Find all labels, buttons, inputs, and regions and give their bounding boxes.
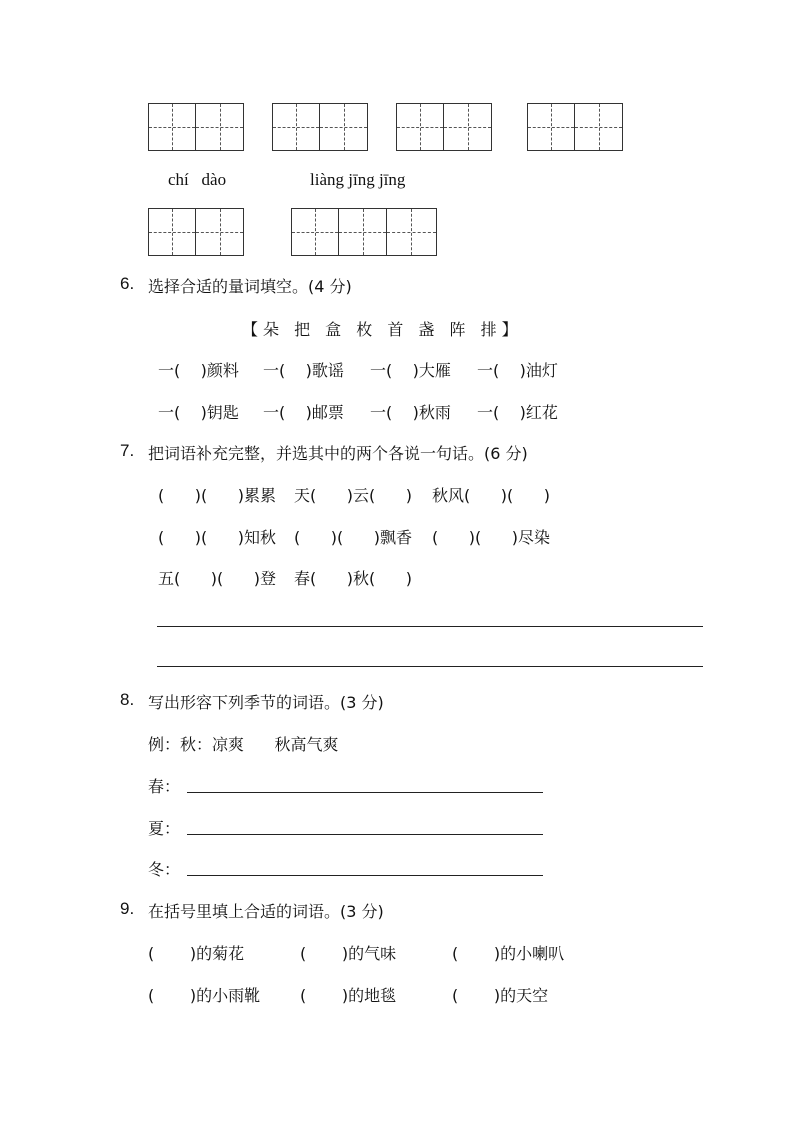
writing-grid-4[interactable] [527, 103, 623, 151]
q8-label-winter: 冬： [148, 860, 181, 879]
q9-item[interactable]: ( )的天空 [452, 986, 549, 1005]
pinyin-liang-jing-jing: liàng jīng jīng [310, 170, 406, 189]
q9-prompt: 在括号里填上合适的词语。(3 分) [148, 902, 384, 921]
q6-item[interactable]: 一( )红花 [477, 403, 558, 422]
writing-grid-1[interactable] [148, 103, 244, 151]
q6-word-bank: 【朵 把 盒 枚 首 盏 阵 排】 [242, 320, 523, 339]
q8-prompt: 写出形容下列季节的词语。(3 分) [148, 693, 384, 712]
writing-grid-2[interactable] [272, 103, 368, 151]
q7-number: 7. [120, 441, 135, 460]
q9-item[interactable]: ( )的气味 [300, 944, 397, 963]
q8-example: 例：秋：凉爽 秋高气爽 [148, 735, 339, 754]
q7-item[interactable]: 五( )( )登 [158, 569, 277, 588]
q9-item[interactable]: ( )的小雨靴 [148, 986, 261, 1005]
q9-item[interactable]: ( )的菊花 [148, 944, 245, 963]
q6-item[interactable]: 一( )大雁 [370, 361, 451, 380]
q6-item[interactable]: 一( )钥匙 [158, 403, 239, 422]
q7-item[interactable]: 秋风( )( ) [432, 486, 551, 505]
writing-grid-6[interactable] [291, 208, 437, 256]
q7-answer-line-1[interactable] [157, 626, 703, 627]
q7-item[interactable]: ( )( )飘香 [294, 528, 413, 547]
q7-item[interactable]: 天( )云( ) [294, 486, 413, 505]
q8-line-spring[interactable] [187, 792, 543, 793]
q6-item[interactable]: 一( )邮票 [263, 403, 344, 422]
q8-number: 8. [120, 690, 135, 709]
q6-item[interactable]: 一( )秋雨 [370, 403, 451, 422]
q6-item[interactable]: 一( )颜料 [158, 361, 239, 380]
q7-prompt: 把词语补充完整，并选其中的两个各说一句话。(6 分) [148, 444, 528, 463]
q6-prompt: 选择合适的量词填空。(4 分) [148, 277, 352, 296]
q8-label-summer: 夏： [148, 819, 181, 838]
q9-number: 9. [120, 899, 135, 918]
q8-label-spring: 春： [148, 777, 181, 796]
q9-item[interactable]: ( )的地毯 [300, 986, 397, 1005]
q8-line-winter[interactable] [187, 875, 543, 876]
q6-item[interactable]: 一( )歌谣 [263, 361, 344, 380]
q6-number: 6. [120, 274, 135, 293]
pinyin-chi-dao: chí dào [168, 170, 227, 189]
q7-item[interactable]: ( )( )知秋 [158, 528, 277, 547]
q7-item[interactable]: ( )( )累累 [158, 486, 277, 505]
q7-item[interactable]: 春( )秋( ) [294, 569, 413, 588]
writing-grid-5[interactable] [148, 208, 244, 256]
q9-item[interactable]: ( )的小喇叭 [452, 944, 565, 963]
q7-answer-line-2[interactable] [157, 666, 703, 667]
q6-item[interactable]: 一( )油灯 [477, 361, 558, 380]
q8-line-summer[interactable] [187, 834, 543, 835]
q7-item[interactable]: ( )( )尽染 [432, 528, 551, 547]
writing-grid-3[interactable] [396, 103, 492, 151]
